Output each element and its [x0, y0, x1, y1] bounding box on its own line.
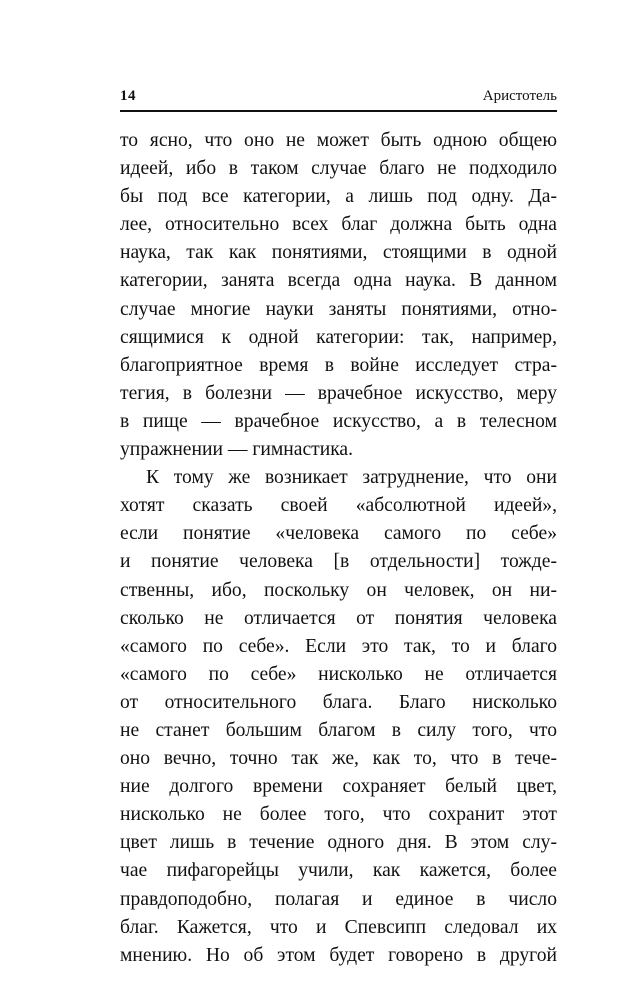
- text-line: хотят сказать своей «абсолютной идеей»,: [120, 495, 557, 517]
- text-line: если понятие «человека самого по себе»: [120, 523, 557, 545]
- text-line: не станет большим благом в силу того, что: [120, 719, 557, 741]
- text-line: лее, относительно всех благ должна быть одна: [120, 214, 557, 236]
- text-line: идеей, ибо в таком случае благо не подходило: [120, 158, 557, 180]
- text-line: ственны, ибо, поскольку он человек, он ни-: [120, 579, 557, 601]
- text-line: упражнении — гимнастика.: [120, 439, 354, 461]
- text-line: тегия, в болезни — врачебное искусство, меру: [120, 382, 557, 404]
- text-line: сколько не отличается от понятия человека: [120, 607, 557, 629]
- text-line: и понятие человека [в отдельности] тожде-: [120, 551, 557, 573]
- text-line: «самого по себе». Если это так, то и благо: [120, 635, 557, 657]
- text-line: правдоподобно, полагая и единое в число: [120, 888, 557, 910]
- text-line: наука, так как понятиями, стоящими в одной: [120, 242, 557, 264]
- text-line: оно вечно, точно так же, как то, что в тече-: [120, 748, 557, 770]
- text-line: чае пифагорейцы учили, как кажется, более: [120, 860, 557, 882]
- body-text: [120, 127, 557, 970]
- text-line: благоприятное время в войне исследует стра-: [120, 354, 557, 376]
- text-line: ние долгого времени сохраняет белый цвет,: [120, 776, 557, 798]
- text-line: сящимися к одной категории: так, например,: [120, 326, 557, 348]
- text-line: то ясно, что оно не может быть одною общею: [120, 130, 557, 151]
- text-line: от относительного блага. Благо нисколько: [120, 691, 557, 713]
- text-line: цвет лишь в течение одного дня. В этом слу-: [120, 832, 557, 854]
- text-line: благ. Кажется, что и Спевсипп следовал их: [120, 916, 557, 938]
- running-title: Аристотель: [482, 88, 557, 104]
- page-number: 14: [120, 88, 136, 104]
- running-header: [120, 88, 557, 112]
- text-line: К тому же возникает затруднение, что они: [146, 467, 557, 489]
- text-line: категории, занята всегда одна наука. В данном: [120, 270, 557, 292]
- text-line: бы под все категории, а лишь под одну. Да-: [120, 186, 557, 208]
- text-line: «самого по себе» нисколько не отличается: [120, 663, 557, 685]
- text-line: мнению. Но об этом будет говорено в другой: [120, 944, 557, 966]
- text-line: нисколько не более того, что сохранит этот: [120, 804, 557, 826]
- text-line: случае многие науки заняты понятиями, отно-: [120, 298, 557, 320]
- text-line: в пище — врачебное искусство, а в телесном: [120, 410, 557, 432]
